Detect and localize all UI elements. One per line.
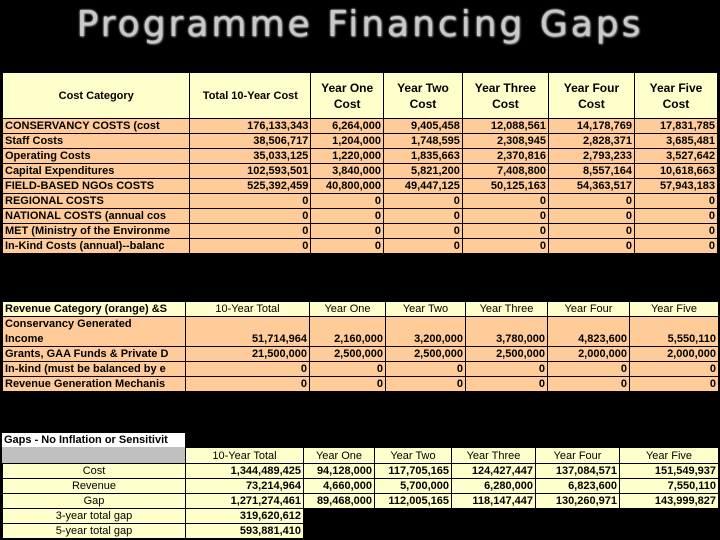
gaps-header-cell: Year Four: [536, 448, 620, 464]
cost-table: [2, 72, 718, 254]
revenue-row: [3, 377, 719, 392]
cost-value-cell: 525,392,459: [190, 179, 311, 194]
cost-value-cell: 0: [384, 224, 463, 239]
cost-value-cell: 38,506,717: [190, 134, 311, 149]
revenue-header-cell: Year Three: [466, 302, 548, 317]
gaps-label-cell: Cost: [3, 464, 186, 479]
cost-value-cell: 0: [462, 224, 548, 239]
gaps-header-cell: Year Five: [620, 448, 719, 464]
revenue-value-cell: 2,500,000: [386, 347, 466, 362]
gaps-row: [3, 494, 719, 509]
gaps-header-cell: Year One: [304, 448, 375, 464]
gaps-value-cell: 137,084,571: [536, 464, 620, 479]
cost-value-cell: 0: [634, 239, 717, 254]
cost-value-cell: 0: [190, 194, 311, 209]
revenue-category-cell: Revenue Generation Mechanis: [3, 377, 186, 392]
cost-category-cell: FIELD-BASED NGOs COSTS: [3, 179, 190, 194]
cost-row: [3, 194, 718, 209]
cost-category-cell: MET (Ministry of the Environme: [3, 224, 190, 239]
cost-row: [3, 209, 718, 224]
cost-value-cell: 9,405,458: [384, 119, 463, 134]
cost-value-cell: 1,204,000: [311, 134, 384, 149]
cost-value-cell: 102,593,501: [190, 164, 311, 179]
gaps-value-cell: 151,549,937: [620, 464, 719, 479]
cost-row: [3, 164, 718, 179]
revenue-value-cell: 2,000,000: [630, 347, 719, 362]
gaps-row: [3, 479, 719, 494]
gaps-header-cell: Year Two: [375, 448, 452, 464]
revenue-header-cell: 10-Year Total: [186, 302, 310, 317]
gaps-value-cell: 130,260,971: [536, 494, 620, 509]
cost-header-cell: Year Two Cost: [384, 73, 463, 119]
cost-value-cell: 2,370,816: [462, 149, 548, 164]
revenue-value-cell: 0: [310, 377, 386, 392]
cost-header-cell: Year Four Cost: [548, 73, 634, 119]
cost-value-cell: 10,618,663: [634, 164, 717, 179]
cost-value-cell: 3,685,481: [634, 134, 717, 149]
cost-value-cell: 0: [634, 194, 717, 209]
gaps-value-cell: 5,700,000: [375, 479, 452, 494]
cost-value-cell: 0: [462, 194, 548, 209]
revenue-value-cell: 0: [310, 362, 386, 377]
gaps-value-cell: 6,280,000: [452, 479, 536, 494]
cost-value-cell: 0: [548, 194, 634, 209]
cost-value-cell: 1,748,595: [384, 134, 463, 149]
gaps-value-cell: 143,999,827: [620, 494, 719, 509]
cost-row: [3, 179, 718, 194]
cost-value-cell: 176,133,343: [190, 119, 311, 134]
revenue-row: [3, 362, 719, 377]
gaps-value-cell: 118,147,447: [452, 494, 536, 509]
gaps-total-label: 3-year total gap: [3, 509, 186, 524]
revenue-value-cell: 0: [386, 377, 466, 392]
cost-value-cell: 57,943,183: [634, 179, 717, 194]
cost-value-cell: 6,264,000: [311, 119, 384, 134]
gaps-value-cell: 4,660,000: [304, 479, 375, 494]
cost-row: [3, 239, 718, 254]
revenue-value-cell: [548, 317, 630, 332]
gaps-value-cell: 89,468,000: [304, 494, 375, 509]
gaps-value-cell: 73,214,964: [186, 479, 304, 494]
revenue-value-cell: 0: [630, 362, 719, 377]
revenue-value-cell: 3,200,000: [386, 332, 466, 347]
revenue-table: [2, 301, 719, 392]
cost-value-cell: 0: [311, 209, 384, 224]
cost-value-cell: 0: [384, 239, 463, 254]
cost-value-cell: 2,308,945: [462, 134, 548, 149]
cost-header-cell: Year One Cost: [311, 73, 384, 119]
cost-header-cell: Year Three Cost: [462, 73, 548, 119]
cost-category-cell: Capital Expenditures: [3, 164, 190, 179]
cost-value-cell: 0: [190, 209, 311, 224]
cost-value-cell: 7,408,800: [462, 164, 548, 179]
cost-value-cell: 0: [311, 239, 384, 254]
gaps-value-cell: 6,823,600: [536, 479, 620, 494]
cost-value-cell: 3,840,000: [311, 164, 384, 179]
cost-value-cell: 5,821,200: [384, 164, 463, 179]
gaps-total-empty: [304, 524, 719, 539]
gaps-value-cell: 1,271,274,461: [186, 494, 304, 509]
revenue-value-cell: [630, 317, 719, 332]
gaps-total-row: [3, 509, 719, 524]
cost-value-cell: 0: [548, 209, 634, 224]
gaps-value-cell: 112,005,165: [375, 494, 452, 509]
gaps-header-row: [3, 448, 719, 464]
cost-value-cell: 0: [311, 194, 384, 209]
cost-value-cell: 1,835,663: [384, 149, 463, 164]
cost-value-cell: 54,363,517: [548, 179, 634, 194]
gaps-total-value: 319,620,612: [186, 509, 304, 524]
revenue-value-cell: 2,160,000: [310, 332, 386, 347]
gaps-label: Gaps - No Inflation or Sensitivit: [2, 433, 185, 447]
revenue-value-cell: 0: [630, 377, 719, 392]
cost-row: [3, 119, 718, 134]
cost-value-cell: 14,178,769: [548, 119, 634, 134]
cost-category-cell: Staff Costs: [3, 134, 190, 149]
revenue-header-cell: Year Five: [630, 302, 719, 317]
gaps-row: [3, 464, 719, 479]
revenue-value-cell: 0: [466, 377, 548, 392]
revenue-header-row: [3, 302, 719, 317]
revenue-category-cell: Grants, GAA Funds & Private D: [3, 347, 186, 362]
cost-header-cell: Year Five Cost: [634, 73, 717, 119]
revenue-value-cell: [386, 317, 466, 332]
gaps-value-cell: 7,550,110: [620, 479, 719, 494]
gaps-label-cell: Gap: [3, 494, 186, 509]
cost-header-cell: Cost Category: [3, 73, 190, 119]
cost-value-cell: 40,800,000: [311, 179, 384, 194]
gaps-value-cell: 1,344,489,425: [186, 464, 304, 479]
revenue-value-cell: 0: [466, 362, 548, 377]
revenue-value-cell: [310, 317, 386, 332]
revenue-header-cell: Year Four: [548, 302, 630, 317]
page-title: Programme Financing Gaps: [76, 4, 644, 45]
gaps-header-cell: 10-Year Total: [186, 448, 304, 464]
revenue-header-cell: Year Two: [386, 302, 466, 317]
cost-value-cell: 49,447,125: [384, 179, 463, 194]
cost-header-row: [3, 73, 718, 119]
gaps-value-cell: 124,427,447: [452, 464, 536, 479]
cost-value-cell: 0: [548, 224, 634, 239]
revenue-header-cell: Year One: [310, 302, 386, 317]
revenue-value-cell: 3,780,000: [466, 332, 548, 347]
revenue-row: [3, 332, 719, 347]
cost-value-cell: 12,088,561: [462, 119, 548, 134]
gaps-value-cell: 117,705,165: [375, 464, 452, 479]
revenue-value-cell: [466, 317, 548, 332]
gaps-value-cell: 94,128,000: [304, 464, 375, 479]
gaps-total-row: [3, 524, 719, 539]
gaps-header-blank: [3, 448, 186, 464]
revenue-row: [3, 347, 719, 362]
cost-value-cell: 0: [384, 194, 463, 209]
cost-value-cell: 50,125,163: [462, 179, 548, 194]
gaps-table: [2, 447, 719, 539]
cost-value-cell: 0: [634, 209, 717, 224]
revenue-value-cell: 2,500,000: [466, 347, 548, 362]
cost-value-cell: 8,557,164: [548, 164, 634, 179]
revenue-value-cell: 51,714,964: [186, 332, 310, 347]
revenue-value-cell: 5,550,110: [630, 332, 719, 347]
revenue-value-cell: 4,823,600: [548, 332, 630, 347]
revenue-header-cell: Revenue Category (orange) &S: [3, 302, 186, 317]
revenue-value-cell: 0: [186, 362, 310, 377]
cost-category-cell: CONSERVANCY COSTS (cost: [3, 119, 190, 134]
cost-category-cell: Operating Costs: [3, 149, 190, 164]
gaps-header-cell: Year Three: [452, 448, 536, 464]
cost-value-cell: 0: [548, 239, 634, 254]
gaps-label-cell: Revenue: [3, 479, 186, 494]
revenue-value-cell: [186, 317, 310, 332]
cost-value-cell: 0: [634, 224, 717, 239]
cost-value-cell: 35,033,125: [190, 149, 311, 164]
revenue-value-cell: 0: [548, 362, 630, 377]
cost-value-cell: 2,793,233: [548, 149, 634, 164]
revenue-value-cell: 21,500,000: [186, 347, 310, 362]
cost-value-cell: 0: [384, 209, 463, 224]
gaps-total-value: 593,881,410: [186, 524, 304, 539]
cost-value-cell: 1,220,000: [311, 149, 384, 164]
revenue-category-cell: Conservancy Generated: [3, 317, 186, 332]
gaps-total-label: 5-year total gap: [3, 524, 186, 539]
cost-value-cell: 2,828,371: [548, 134, 634, 149]
revenue-value-cell: 2,500,000: [310, 347, 386, 362]
revenue-row: [3, 317, 719, 332]
cost-category-cell: REGIONAL COSTS: [3, 194, 190, 209]
cost-category-cell: NATIONAL COSTS (annual cos: [3, 209, 190, 224]
cost-category-cell: In-Kind Costs (annual)--balanc: [3, 239, 190, 254]
cost-row: [3, 224, 718, 239]
revenue-value-cell: 2,000,000: [548, 347, 630, 362]
revenue-value-cell: 0: [186, 377, 310, 392]
revenue-category-cell: In-kind (must be balanced by e: [3, 362, 186, 377]
revenue-value-cell: 0: [548, 377, 630, 392]
revenue-value-cell: 0: [386, 362, 466, 377]
cost-value-cell: 0: [311, 224, 384, 239]
cost-value-cell: 17,831,785: [634, 119, 717, 134]
gaps-total-empty: [304, 509, 719, 524]
cost-value-cell: 0: [462, 209, 548, 224]
cost-row: [3, 134, 718, 149]
cost-value-cell: 0: [190, 224, 311, 239]
cost-row: [3, 149, 718, 164]
cost-value-cell: 3,527,642: [634, 149, 717, 164]
revenue-category-cell: Income: [3, 332, 186, 347]
cost-value-cell: 0: [190, 239, 311, 254]
cost-header-cell: Total 10-Year Cost: [190, 73, 311, 119]
cost-value-cell: 0: [462, 239, 548, 254]
